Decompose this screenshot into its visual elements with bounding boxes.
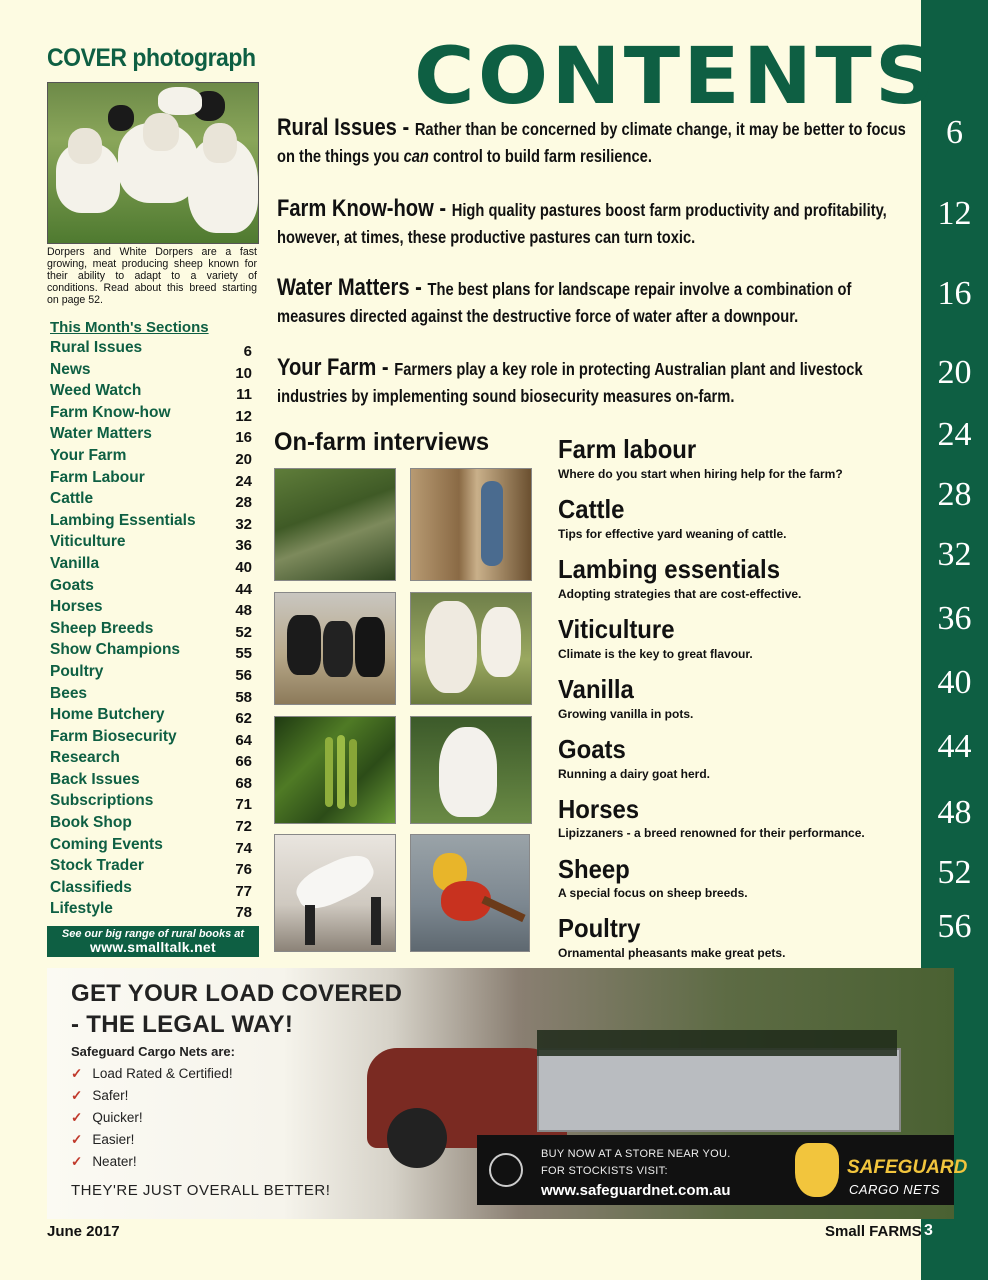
ad-feature-item: ✓ Easier! [71,1132,135,1147]
checkmark-icon: ✓ [71,1132,83,1147]
footer-date: June 2017 [47,1223,120,1240]
section-item[interactable]: Sheep Breeds 52 [50,619,252,641]
book-promo-text: See our big range of rural books at [61,928,245,940]
interview-desc: Where do you start when hiring help for the farm? [558,467,843,481]
feature-title: Your Farm - [277,354,395,381]
section-item[interactable]: Classifieds 77 [50,878,252,900]
interview-desc: Lipizzaners - a breed renowned for their performance. [558,826,865,840]
interview-title[interactable]: Lambing essentials [558,554,781,584]
ad-feature-item: ✓ Load Rated & Certified! [71,1066,233,1081]
interview-title[interactable]: Sheep [558,854,630,884]
interview-desc: Growing vanilla in pots. [558,707,694,721]
interview-title[interactable]: Poultry [558,913,641,943]
section-item[interactable]: Cattle 28 [50,490,252,512]
checkmark-icon: ✓ [71,1110,83,1125]
ad-feature-item: ✓ Quicker! [71,1110,143,1125]
interview-desc: Adopting strategies that are cost-effective. [558,587,802,601]
page-number: 6 [946,114,963,151]
cargo-net-advertisement[interactable] [47,968,968,1219]
footer-page-number: 3 [924,1222,933,1239]
interview-desc: Ornamental pheasants make great pets. [558,946,786,960]
page-number: 28 [937,476,972,513]
certification-badge-icon [489,1153,523,1187]
interview-desc: A special focus on sheep breeds. [558,886,748,900]
interviews-heading: On-farm interviews [274,428,490,456]
section-item[interactable]: Bees 58 [50,684,252,706]
ad-stockists-text: FOR STOCKISTS VISIT: [541,1165,668,1177]
section-item[interactable]: Lifestyle 78 [50,900,252,922]
cover-caption: Dorpers and White Dorpers are a fast growing, meat producing sheep known for their ability to adapt to a variety of conditions. Read about this breed starting on page 52. [47,246,257,306]
section-item[interactable]: Farm Biosecurity 64 [50,727,252,749]
section-item[interactable]: Your Farm 20 [50,446,252,468]
section-item[interactable]: Farm Labour 24 [50,468,252,490]
section-item[interactable]: Viticulture 36 [50,533,252,555]
cover-photo [47,82,259,244]
checkmark-icon: ✓ [71,1066,83,1081]
checkmark-icon: ✓ [71,1088,83,1103]
section-item[interactable]: Lambing Essentials 32 [50,511,252,533]
contents-heading: CONTENTS [414,32,938,122]
vanilla-photo [274,716,396,824]
cover-title: COVER photograph [47,44,256,72]
feature-your-farm[interactable]: Your Farm - Farmers play a key role in protecting Australian plant and livestock industries by implementing sound biosecurity measures on-farm. [277,354,863,406]
interview-title[interactable]: Vanilla [558,674,634,704]
page-number: 56 [937,908,972,945]
pheasant-photo [410,834,530,952]
ad-headline: GET YOUR LOAD COVERED - THE LEGAL WAY! [71,980,403,1038]
ad-tagline: THEY'RE JUST OVERALL BETTER! [71,1182,331,1199]
section-item[interactable]: Farm Know-how 12 [50,403,252,425]
section-item[interactable]: Subscriptions 71 [50,792,252,814]
page-number: 36 [937,600,972,637]
section-item[interactable]: Show Champions 55 [50,641,252,663]
page-number: 32 [937,536,972,573]
footer-magazine-name: Small FARMS [825,1223,922,1240]
page-number: 12 [937,195,972,232]
section-item[interactable]: Poultry 56 [50,662,252,684]
creek-photo [274,468,396,581]
book-promo-url[interactable]: www.smalltalk.net [90,939,216,955]
section-item[interactable]: Rural Issues 6 [50,339,252,360]
knight-logo-icon [795,1143,839,1197]
lambs-photo [410,592,532,705]
ad-brand-name: SAFEGUARD [847,1157,968,1178]
section-item[interactable]: Research 66 [50,749,252,771]
interview-title[interactable]: Horses [558,794,640,824]
interview-desc: Climate is the key to great flavour. [558,647,753,661]
page-number: 20 [937,354,972,391]
page-number: 52 [937,854,972,891]
feature-water-matters[interactable]: Water Matters - The best plans for landscape repair involve a combination of measures directed against the destructive force of water after a downpour. [277,274,852,326]
section-item[interactable]: Water Matters 16 [50,425,252,447]
interview-title[interactable]: Farm labour [558,434,697,464]
ad-feature-item: ✓ Neater! [71,1154,137,1169]
sections-heading: This Month's Sections [50,319,209,336]
page-number: 48 [937,794,972,831]
section-item[interactable]: Goats 44 [50,576,252,598]
page-number: 24 [937,416,972,453]
shed-worker-photo [410,468,532,581]
ad-buy-text: BUY NOW AT A STORE NEAR YOU. [541,1148,731,1160]
interview-title[interactable]: Cattle [558,494,625,524]
ad-brand-subtitle: CARGO NETS [849,1182,940,1197]
feature-title: Water Matters - [277,274,428,301]
section-item[interactable]: Coming Events 74 [50,835,252,857]
section-item[interactable]: Horses 48 [50,598,252,620]
goat-photo [410,716,532,824]
section-item[interactable]: Home Butchery 62 [50,706,252,728]
ad-intro: Safeguard Cargo Nets are: [71,1044,235,1059]
sections-list [50,339,254,922]
section-item[interactable]: Weed Watch 11 [50,382,252,404]
ad-feature-item: ✓ Safer! [71,1088,129,1103]
book-promo-box[interactable] [47,926,259,957]
feature-title: Rural Issues - [277,114,415,141]
interview-title[interactable]: Goats [558,734,626,764]
horse-photo [274,834,396,952]
interview-desc: Running a dairy goat herd. [558,767,711,781]
ad-url-link[interactable]: www.safeguardnet.com.au [541,1182,731,1199]
section-item[interactable]: News 10 [50,360,252,382]
feature-title: Farm Know-how - [277,195,452,222]
cattle-photo [274,592,396,705]
interview-title[interactable]: Viticulture [558,614,675,644]
interview-desc: Tips for effective yard weaning of cattle. [558,527,787,541]
page-number: 16 [937,275,972,312]
section-item[interactable]: Stock Trader 76 [50,857,252,879]
feature-farm-know-how[interactable]: Farm Know-how - High quality pastures boost farm productivity and profitability, however, at times, these productive pastures can turn toxic. [277,195,887,247]
section-item[interactable]: Back Issues 68 [50,770,252,792]
page-number: 40 [937,664,972,701]
section-item[interactable]: Vanilla 40 [50,554,252,576]
section-item[interactable]: Book Shop 72 [50,814,252,836]
page-number: 44 [937,728,972,765]
checkmark-icon: ✓ [71,1154,83,1169]
feature-rural-issues[interactable]: Rural Issues - Rather than be concerned by climate change, it may be better to focus on the things you can control to build farm resilience. [277,114,906,166]
